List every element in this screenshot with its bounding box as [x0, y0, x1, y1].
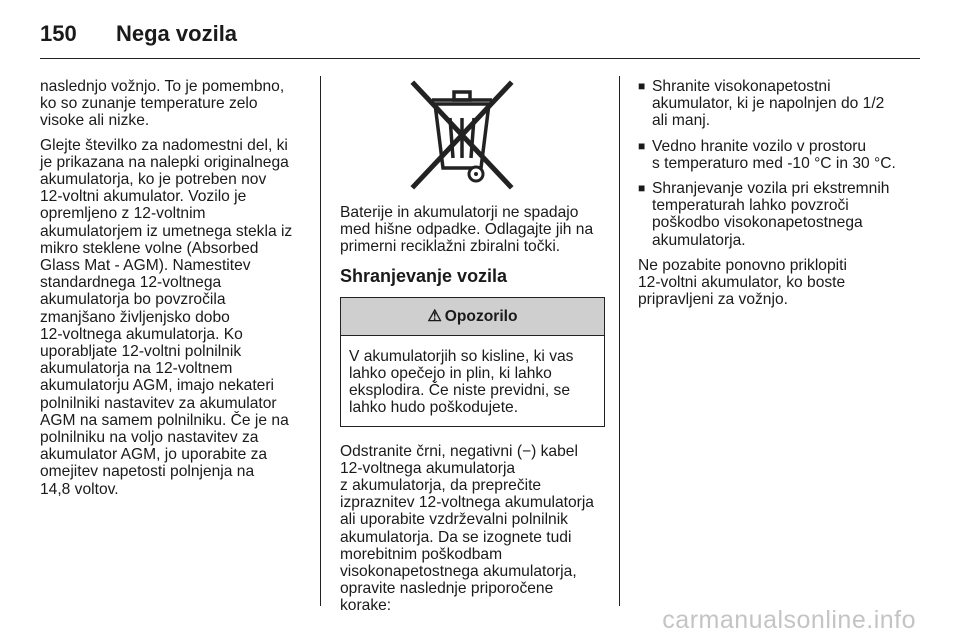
page-title: Nega vozila: [116, 21, 238, 46]
column-right: [638, 78, 928, 315]
paragraph: Ne pozabite ponovno priklopiti 12-voltni akumulator, ko boste pripravljeni za vožnjo.: [638, 256, 847, 309]
watermark: carmanualsonline.info: [662, 606, 916, 634]
paragraph: Odstranite črni, negativni (−) kabel 12-voltnega akumulatorja z akumulatorja, da preprečite izpraznitev 12-voltnega akumulatorja ali uporabite vzdrževalni polnilnik akumulatorja. Da se izognete tudi morebitnim poškodbam visokonapetostnega akumulatorja, opravite naslednje priporočene korake:: [340, 442, 594, 615]
crossed-out-wheelie-bin-icon: [402, 78, 522, 190]
page-header: [40, 14, 237, 54]
warning-box: [340, 297, 605, 427]
bullet-list: [638, 78, 928, 249]
column-divider-1: [320, 76, 321, 606]
section-heading: Shranjevanje vozila: [340, 265, 508, 286]
warning-title: Opozorilo: [444, 307, 518, 325]
list-item: ■ Vedno hranite vozilo v prostoru s temperaturo med -10 °C in 30 °C.: [638, 138, 928, 172]
warning-header: [341, 298, 604, 336]
column-left: [40, 78, 310, 505]
list-item: ■ Shranjevanje vozila pri ekstremnih temperaturah lahko povzroči poškodbo visokonapetostnega akumulatorja.: [638, 180, 928, 249]
column-divider-2: [619, 76, 620, 606]
column-middle: [340, 78, 605, 622]
list-item: ■ Shranite visokonapetostni akumulator, ki je napolnjen do 1/2 ali manj.: [638, 78, 928, 130]
bin-caption: Baterije in akumulatorji ne spadajo med hišne odpadke. Odlagajte jih na primerni reciklažni zbiralni točki.: [340, 204, 594, 256]
header-rule: [40, 58, 920, 59]
paragraph: Glejte številko za nadomestni del, ki je prikazana na nalepki originalnega akumulatorja, ko je potreben nov 12-voltni akumulator. Vozilo je opremljeno z 12-voltnim akumulatorjem iz umetnega stekla iz mikro steklene volne (Absorbed Glass Mat - AGM). Namestitev standardnega 12-voltnega akumulatorja bo povzročila zmanjšano življenjsko dobo 12-voltnega akumulatorja. Ko uporabljate 12-voltni polnilnik akumulatorja na 12-voltnem akumulatorju AGM, imajo nekateri polnilniki nastavitev za akumulator AGM na samem polnilniku. Če je na polnilniku na voljo nastavitev za akumulator AGM, jo uporabite za omejitev napetosti polnjenja na 14,8 voltov.: [40, 136, 293, 498]
page-number: 150: [40, 21, 77, 46]
warning-triangle-icon: ⚠: [427, 307, 442, 325]
warning-text: V akumulatorjih so kisline, ki vas lahko opečejo in plin, ki lahko eksplodira. Če niste previdni, se lahko hudo poškodujete.: [349, 347, 574, 417]
paragraph: naslednjo vožnjo. To je pomembno, ko so zunanje temperature zelo visoke ali nizke.: [40, 78, 285, 130]
